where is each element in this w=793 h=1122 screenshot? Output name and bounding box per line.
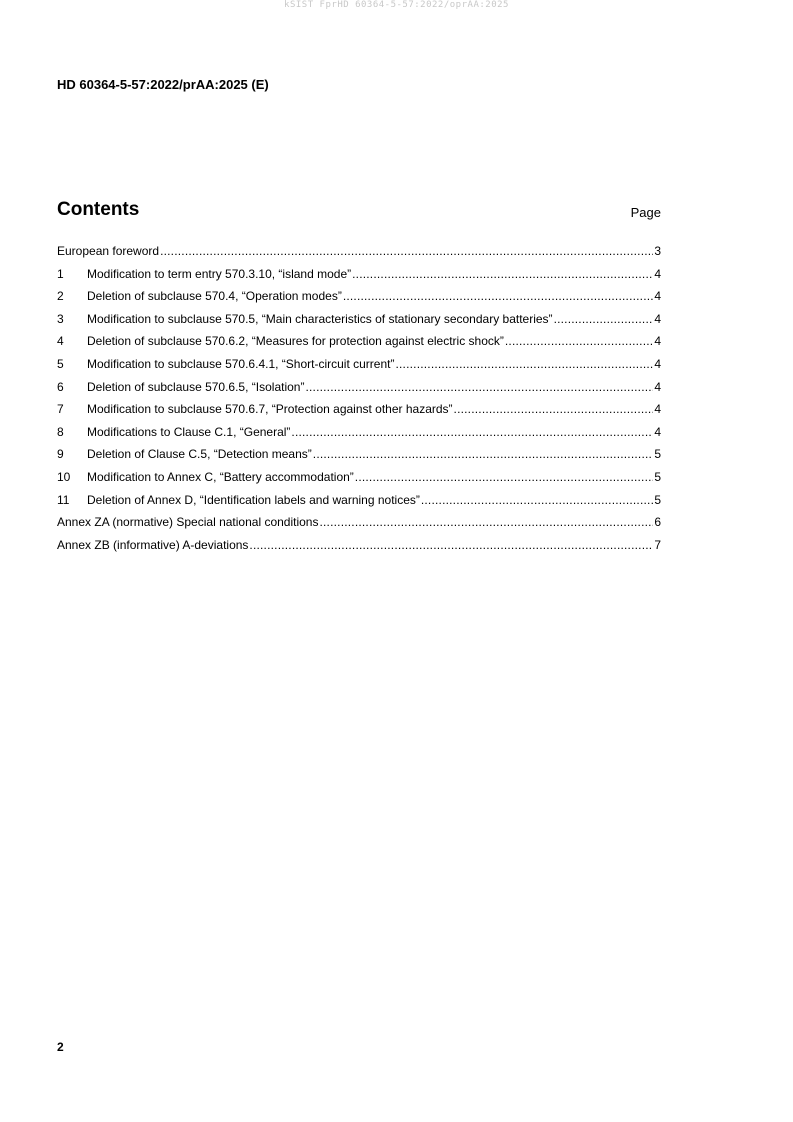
toc-entry-page: 4 <box>654 311 661 326</box>
toc-entry-number: 6 <box>57 379 64 394</box>
toc-entry[interactable] <box>57 357 661 380</box>
toc-entry-page: 4 <box>654 402 661 417</box>
toc-entry-title: Modification to subclause 570.5, “Main characteristics of stationary secondary batteries” <box>87 311 553 326</box>
toc-entry-title: Annex ZB (informative) A-deviations <box>57 537 249 552</box>
toc-entry-page: 5 <box>654 469 661 484</box>
watermark-text: kSIST FprHD 60364-5-57:2022/oprAA:2025 <box>284 0 509 10</box>
toc-entry[interactable] <box>57 538 661 561</box>
toc-entry-page: 6 <box>654 515 661 530</box>
toc-dot-leader <box>305 380 653 395</box>
toc-entry[interactable] <box>57 289 661 312</box>
table-of-contents <box>57 244 661 560</box>
toc-entry-page: 5 <box>654 447 661 462</box>
toc-entry-number: 7 <box>57 402 64 417</box>
toc-entry-title: Deletion of subclause 570.4, “Operation modes” <box>87 289 342 304</box>
toc-entry-number: 4 <box>57 334 64 349</box>
page-number: 2 <box>57 1040 64 1054</box>
toc-entry-title: Modification to subclause 570.6.7, “Protection against other hazards” <box>87 402 453 417</box>
toc-dot-leader <box>395 357 653 372</box>
toc-entry-number: 10 <box>57 469 71 484</box>
contents-header <box>57 198 661 226</box>
toc-dot-leader <box>554 312 654 327</box>
contents-title: Contents <box>57 199 140 220</box>
toc-entry-number: 5 <box>57 356 64 371</box>
toc-entry-page: 4 <box>654 334 661 349</box>
toc-entry-page: 7 <box>654 537 661 552</box>
toc-dot-leader <box>505 334 653 349</box>
toc-entry-title: Modification to term entry 570.3.10, “island mode” <box>87 266 352 281</box>
toc-entry[interactable] <box>57 493 661 516</box>
toc-entry-title: Deletion of Annex D, “Identification labels and warning notices” <box>87 492 420 507</box>
toc-entry-number: 3 <box>57 311 64 326</box>
toc-entry-page: 4 <box>654 266 661 281</box>
toc-entry[interactable] <box>57 244 661 267</box>
toc-entry-title: Annex ZA (normative) Special national conditions <box>57 515 319 530</box>
toc-entry[interactable] <box>57 402 661 425</box>
toc-entry-title: Deletion of Clause C.5, “Detection means” <box>87 447 312 462</box>
toc-entry[interactable] <box>57 425 661 448</box>
toc-entry[interactable] <box>57 380 661 403</box>
toc-entry-title: Deletion of subclause 570.6.2, “Measures for protection against electric shock” <box>87 334 504 349</box>
toc-entry[interactable] <box>57 334 661 357</box>
toc-entry-page: 4 <box>654 424 661 439</box>
toc-dot-leader <box>313 447 654 462</box>
toc-entry-number: 1 <box>57 266 64 281</box>
document-id: HD 60364-5-57:2022/prAA:2025 (E) <box>57 77 269 92</box>
toc-entry[interactable] <box>57 515 661 538</box>
toc-entry-number: 11 <box>57 492 70 507</box>
toc-dot-leader <box>319 515 653 530</box>
toc-entry-title: Modification to Annex C, “Battery accommodation” <box>87 469 354 484</box>
toc-entry-page: 3 <box>654 244 661 258</box>
toc-dot-leader <box>343 289 654 304</box>
toc-entry[interactable] <box>57 312 661 335</box>
toc-entry[interactable] <box>57 470 661 493</box>
toc-entry-page: 5 <box>654 492 661 507</box>
toc-entry-page: 4 <box>654 289 661 304</box>
toc-entry-title: Deletion of subclause 570.6.5, “Isolation” <box>87 379 305 394</box>
toc-entry-page: 4 <box>654 379 661 394</box>
toc-dot-leader <box>160 244 653 259</box>
toc-entry[interactable] <box>57 447 661 470</box>
toc-dot-leader <box>355 470 654 485</box>
toc-entry-number: 2 <box>57 289 64 304</box>
toc-entry-number: 9 <box>57 447 64 462</box>
toc-entry-page: 4 <box>654 356 661 371</box>
toc-dot-leader <box>421 493 653 508</box>
toc-dot-leader <box>291 425 653 440</box>
toc-entry-title: European foreword <box>57 244 160 258</box>
toc-entry-number: 8 <box>57 424 64 439</box>
toc-dot-leader <box>352 267 653 282</box>
toc-entry[interactable] <box>57 267 661 290</box>
toc-dot-leader <box>249 538 653 553</box>
toc-dot-leader <box>454 402 654 417</box>
page-column-label: Page <box>630 205 661 220</box>
toc-entry-title: Modification to subclause 570.6.4.1, “Short-circuit current” <box>87 356 395 371</box>
toc-entry-title: Modifications to Clause C.1, “General” <box>87 424 291 439</box>
